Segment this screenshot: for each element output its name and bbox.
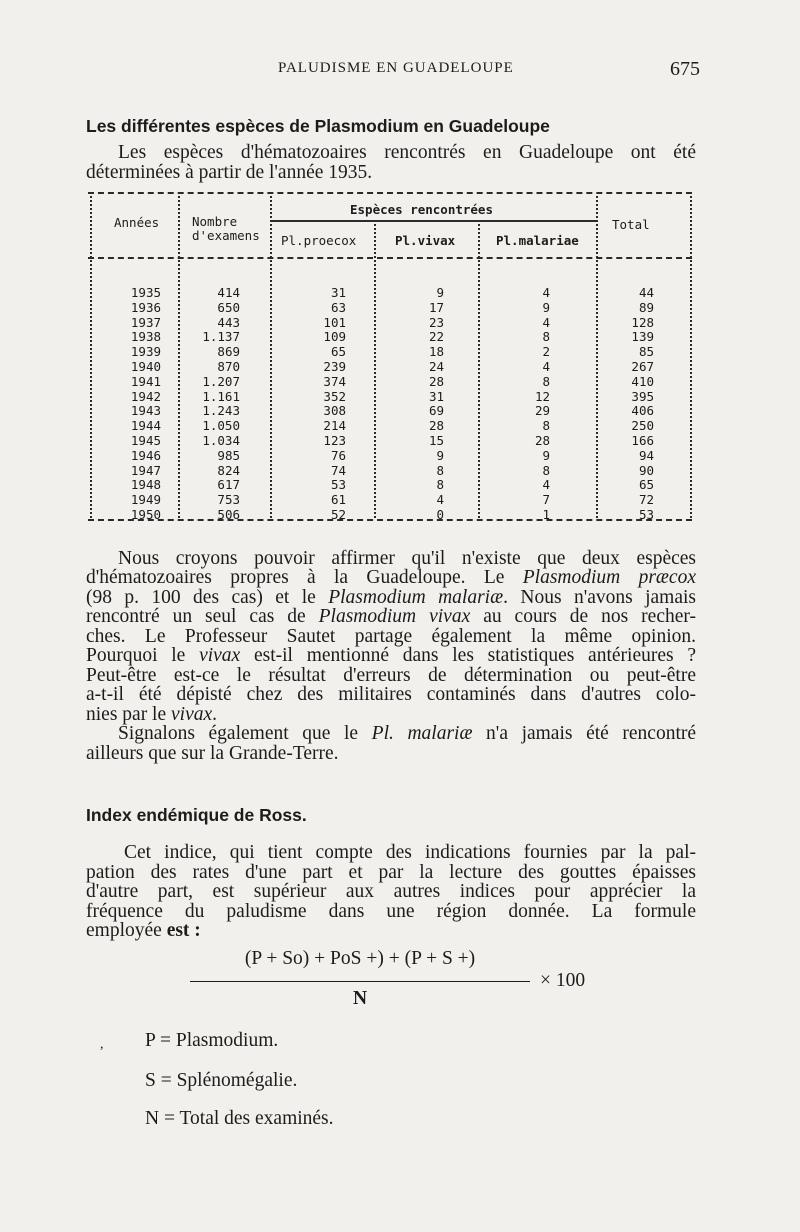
formula-fraction-bar <box>190 981 530 982</box>
cell-vivax: 0 <box>436 507 444 522</box>
legend-p: P = Plasmodium. <box>145 1030 279 1051</box>
cell-praecox: 374 <box>323 373 346 389</box>
cell-malariae: 4 <box>542 285 550 300</box>
formula-multiplier: × 100 <box>540 970 586 991</box>
cell-total: 72 <box>638 492 654 508</box>
cell-praecox: 239 <box>323 359 346 374</box>
cell-vivax: 22 <box>428 329 444 345</box>
para2-line-5: ches. Le Professeur Sautet partage également la même opinion. <box>86 626 696 647</box>
cell-malariae: 9 <box>542 299 550 315</box>
table-bottom-rule <box>88 519 692 521</box>
cell-year: 1944 <box>130 418 161 434</box>
cell-exams: 506 <box>217 507 240 522</box>
cell-vivax: 9 <box>436 285 444 300</box>
header-years: Années <box>114 215 160 230</box>
cell-year: 1947 <box>130 462 161 478</box>
cell-malariae: 8 <box>542 373 550 389</box>
cell-total: 166 <box>631 433 654 448</box>
cell-exams: 650 <box>217 299 240 315</box>
cell-year: 1935 <box>130 285 161 300</box>
cell-total: 267 <box>631 359 654 374</box>
ross-line-5: employée est : <box>86 920 201 941</box>
cell-year: 1936 <box>130 299 161 315</box>
ross-line-1: Cet indice, qui tient compte des indications fournies par la pal- <box>124 842 696 863</box>
cell-total: 395 <box>631 388 654 404</box>
cell-vivax: 8 <box>436 477 444 493</box>
col-divider-years <box>178 196 180 518</box>
header-praecox: Pl.proecox <box>281 233 357 248</box>
para2-line-2: d'hématozoaires propres à la Guadeloupe. Le Plasmodium præcox <box>86 567 696 588</box>
para2-line-4: rencontré un seul cas de Plasmodium vivax au cours de nos recher- <box>86 606 696 627</box>
cell-vivax: 9 <box>436 447 444 463</box>
cell-malariae: 4 <box>542 314 550 330</box>
table-top-rule <box>88 192 692 194</box>
cell-praecox: 101 <box>323 314 346 330</box>
cell-year: 1945 <box>130 433 161 448</box>
cell-total: 410 <box>631 373 654 389</box>
para3-line-1: Signalons également que le Pl. malariæ n'a jamais été rencontré <box>118 723 697 744</box>
cell-exams: 1.207 <box>202 373 240 389</box>
cell-exams: 870 <box>217 359 240 374</box>
running-title: PALUDISME EN GUADELOUPE <box>278 60 514 76</box>
cell-malariae: 8 <box>542 418 550 434</box>
cell-exams: 985 <box>217 447 240 463</box>
cell-praecox: 61 <box>330 492 346 508</box>
cell-vivax: 28 <box>428 373 444 389</box>
cell-vivax: 18 <box>428 344 444 360</box>
cell-praecox: 53 <box>330 477 346 493</box>
header-malariae: Pl.malariae <box>496 233 579 248</box>
intro-line-1: Les espèces d'hématozoaires rencontrés en Guadeloupe ont été <box>118 142 696 163</box>
cell-vivax: 31 <box>428 388 444 404</box>
cell-praecox: 76 <box>330 447 346 463</box>
cell-malariae: 4 <box>542 477 550 493</box>
cell-praecox: 52 <box>330 507 346 522</box>
cell-year: 1940 <box>130 359 161 374</box>
cell-exams: 869 <box>217 344 240 360</box>
cell-exams: 1.137 <box>202 329 240 345</box>
cell-malariae: 2 <box>542 344 550 360</box>
cell-praecox: 65 <box>330 344 346 360</box>
cell-total: 65 <box>638 477 654 493</box>
para2-line-6: Pourquoi le vivax est-il mentionné dans les statistiques antérieures ? <box>86 645 696 666</box>
cell-praecox: 63 <box>330 299 346 315</box>
cell-exams: 1.050 <box>202 418 240 434</box>
header-vivax: Pl.vivax <box>395 233 456 248</box>
cell-vivax: 69 <box>428 403 444 419</box>
cell-total: 128 <box>631 314 654 330</box>
cell-vivax: 24 <box>428 359 444 374</box>
cell-year: 1949 <box>130 492 161 508</box>
para2-line-7: Peut-être est-ce le résultat d'erreurs de détermination ou peut-être <box>86 665 696 686</box>
cell-vivax: 23 <box>428 314 444 330</box>
cell-exams: 753 <box>217 492 240 508</box>
cell-total: 250 <box>631 418 654 434</box>
cell-year: 1942 <box>130 388 161 404</box>
cell-malariae: 29 <box>534 403 550 419</box>
cell-year: 1939 <box>130 344 161 360</box>
cell-total: 90 <box>638 462 654 478</box>
cell-malariae: 8 <box>542 462 550 478</box>
cell-malariae: 1 <box>542 507 550 522</box>
cell-vivax: 15 <box>428 433 444 448</box>
intro-line-2: déterminées à partir de l'année 1935. <box>86 162 373 183</box>
cell-year: 1941 <box>130 373 161 389</box>
cell-year: 1950 <box>130 507 161 522</box>
cell-praecox: 308 <box>323 403 346 419</box>
para3-line-2: ailleurs que sur la Grande-Terre. <box>86 743 339 764</box>
margin-mark: , <box>100 1037 104 1052</box>
cell-exams: 443 <box>217 314 240 330</box>
header-exams-line1: Nombre <box>192 214 238 229</box>
section-title-ross-index: Index endémique de Ross. <box>86 805 307 825</box>
cell-exams: 1.243 <box>202 403 240 419</box>
cell-vivax: 8 <box>436 462 444 478</box>
formula-numerator: (P + So) + PoS +) + (P + S +) <box>244 948 476 969</box>
cell-praecox: 352 <box>323 388 346 404</box>
para2-line-9: nies par le vivax. <box>86 704 218 725</box>
cell-malariae: 7 <box>542 492 550 508</box>
ross-formula <box>190 948 610 1018</box>
ross-line-4: fréquence du paludisme dans une région donnée. La formule <box>86 901 696 922</box>
cell-total: 85 <box>638 344 654 360</box>
cell-praecox: 214 <box>323 418 346 434</box>
group-header-rule <box>270 220 596 222</box>
col-divider-praecox <box>374 224 376 518</box>
table-right-border <box>690 196 692 518</box>
cell-vivax: 4 <box>436 492 444 508</box>
cell-praecox: 31 <box>330 285 346 300</box>
cell-year: 1938 <box>130 329 161 345</box>
para2-line-3: (98 p. 100 des cas) et le Plasmodium malariæ. Nous n'avons jamais <box>86 587 697 608</box>
cell-malariae: 4 <box>542 359 550 374</box>
table-left-border <box>90 196 92 518</box>
header-exams-line2: d'examens <box>192 228 260 243</box>
cell-year: 1948 <box>130 477 161 493</box>
cell-total: 139 <box>631 329 654 345</box>
formula-denominator: N <box>352 988 368 1009</box>
cell-year: 1946 <box>130 447 161 463</box>
cell-exams: 414 <box>217 285 240 300</box>
cell-praecox: 74 <box>330 462 346 478</box>
cell-praecox: 123 <box>323 433 346 448</box>
col-divider-vivax <box>478 224 480 518</box>
header-total: Total <box>612 217 650 232</box>
para2-line-1: Nous croyons pouvoir affirmer qu'il n'existe que deux espèces <box>118 548 696 569</box>
cell-year: 1937 <box>130 314 161 330</box>
legend-n: N = Total des examinés. <box>145 1108 334 1129</box>
cell-total: 53 <box>638 507 654 522</box>
cell-total: 89 <box>638 299 654 315</box>
cell-vivax: 17 <box>428 299 444 315</box>
cell-total: 406 <box>631 403 654 419</box>
cell-malariae: 12 <box>534 388 550 404</box>
cell-vivax: 28 <box>428 418 444 434</box>
cell-malariae: 8 <box>542 329 550 345</box>
cell-exams: 1.034 <box>202 433 240 448</box>
page-number: 675 <box>670 58 700 80</box>
cell-exams: 824 <box>217 462 240 478</box>
cell-exams: 617 <box>217 477 240 493</box>
cell-malariae: 9 <box>542 447 550 463</box>
page-header <box>0 58 800 82</box>
legend-s: S = Splénomégalie. <box>145 1070 298 1091</box>
para2-line-8: a-t-il été dépisté chez des militaires contaminés dans d'autres colo- <box>86 684 696 705</box>
cell-total: 44 <box>638 285 654 300</box>
header-species-group: Espèces rencontrées <box>350 202 493 217</box>
cell-year: 1943 <box>130 403 161 419</box>
cell-malariae: 28 <box>534 433 550 448</box>
species-table <box>88 192 694 522</box>
ross-line-2: pation des rates d'une part et par la lecture des gouttes épaisses <box>86 862 696 883</box>
cell-total: 94 <box>638 447 654 463</box>
col-divider-malariae <box>596 196 598 518</box>
col-divider-exams <box>270 196 272 518</box>
ross-line-3: d'autre part, est supérieur aux autres indices pour apprécier la <box>86 881 696 902</box>
cell-praecox: 109 <box>323 329 346 345</box>
cell-exams: 1.161 <box>202 388 240 404</box>
section-title-species: Les différentes espèces de Plasmodium en Guadeloupe <box>86 116 550 136</box>
